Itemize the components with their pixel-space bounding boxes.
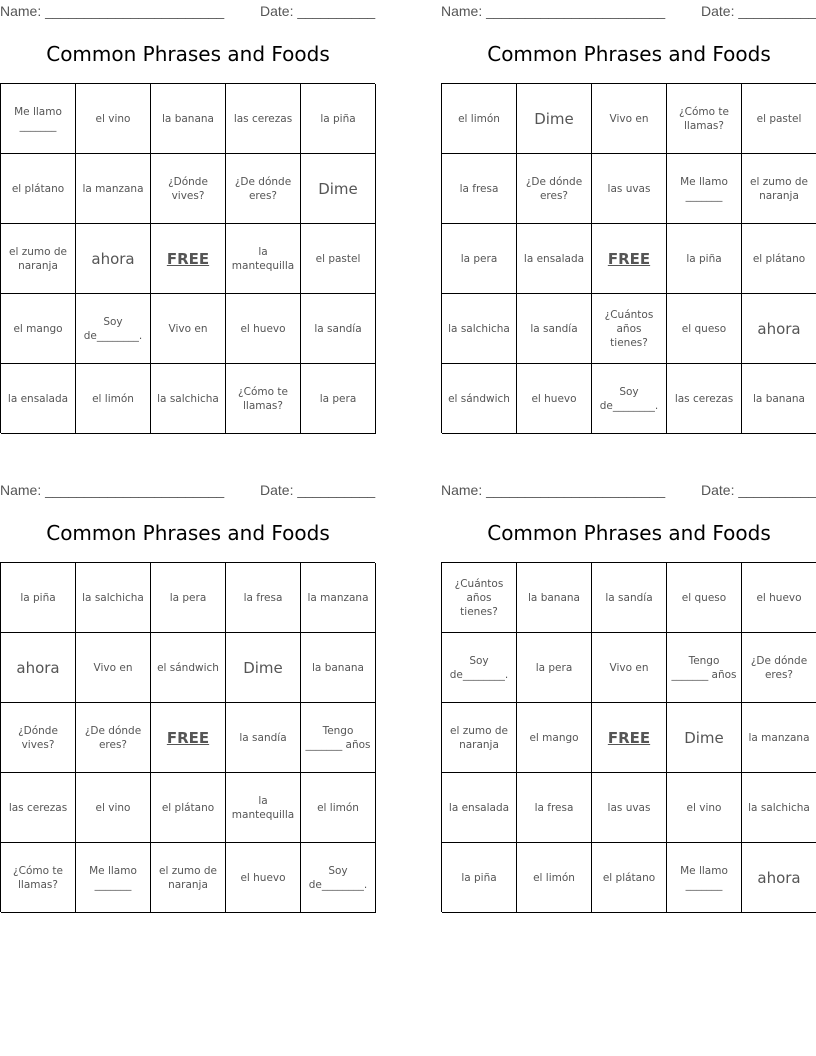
bingo-cell[interactable]: la pera <box>151 563 226 633</box>
bingo-cell[interactable]: la salchicha <box>76 563 151 633</box>
bingo-cell[interactable]: la banana <box>301 633 376 703</box>
card-header <box>0 479 376 499</box>
bingo-cell[interactable]: las cerezas <box>226 84 301 154</box>
bingo-cell[interactable]: Me llamo _______ <box>1 84 76 154</box>
bingo-cell[interactable]: ¿Dónde vives? <box>1 703 76 773</box>
bingo-cell[interactable]: el vino <box>76 773 151 843</box>
name-field[interactable]: Name: _______________________ <box>441 3 666 19</box>
bingo-cell[interactable]: ahora <box>742 294 816 364</box>
bingo-cell[interactable]: la piña <box>442 843 517 913</box>
bingo-cell[interactable]: el huevo <box>742 563 816 633</box>
card-title: Common Phrases and Foods <box>46 521 330 545</box>
bingo-card-4 <box>441 479 816 919</box>
bingo-card-3 <box>0 479 376 919</box>
bingo-cell[interactable]: la salchicha <box>442 294 517 364</box>
date-field[interactable]: Date: __________ <box>260 3 376 19</box>
bingo-card-1 <box>0 0 376 440</box>
bingo-cell[interactable]: el plátano <box>1 154 76 224</box>
bingo-cell[interactable]: la pera <box>442 224 517 294</box>
bingo-cell[interactable]: ¿Cuántos años tienes? <box>592 294 667 364</box>
bingo-cell[interactable]: la ensalada <box>517 224 592 294</box>
bingo-cell[interactable]: la ensalada <box>442 773 517 843</box>
card-header <box>441 0 816 20</box>
bingo-cell[interactable]: Me llamo _______ <box>76 843 151 913</box>
bingo-cell[interactable]: Me llamo _______ <box>667 154 742 224</box>
bingo-cell[interactable]: la sandía <box>226 703 301 773</box>
name-field[interactable]: Name: _______________________ <box>441 482 666 498</box>
bingo-cell[interactable]: el limón <box>517 843 592 913</box>
date-field[interactable]: Date: __________ <box>260 482 376 498</box>
bingo-cell[interactable]: el plátano <box>151 773 226 843</box>
bingo-cell[interactable]: Soy de________. <box>592 364 667 434</box>
bingo-cell[interactable]: ahora <box>742 843 816 913</box>
bingo-cell[interactable]: la salchicha <box>742 773 816 843</box>
bingo-cell[interactable]: Tengo _______ años <box>667 633 742 703</box>
bingo-cell[interactable]: la manzana <box>76 154 151 224</box>
bingo-cell[interactable]: el limón <box>76 364 151 434</box>
bingo-cell[interactable]: el queso <box>667 563 742 633</box>
bingo-cell[interactable]: ¿De dónde eres? <box>76 703 151 773</box>
bingo-cell[interactable]: la sandía <box>592 563 667 633</box>
bingo-cell[interactable]: las cerezas <box>1 773 76 843</box>
bingo-cell[interactable]: el vino <box>667 773 742 843</box>
bingo-cell[interactable]: la fresa <box>226 563 301 633</box>
bingo-cell[interactable]: ¿De dónde eres? <box>742 633 816 703</box>
date-field[interactable]: Date: __________ <box>701 3 816 19</box>
bingo-cell[interactable]: el plátano <box>592 843 667 913</box>
bingo-cell[interactable]: el zumo de naranja <box>742 154 816 224</box>
bingo-cell[interactable]: el huevo <box>517 364 592 434</box>
bingo-cell[interactable]: la banana <box>742 364 816 434</box>
bingo-cell[interactable]: el pastel <box>742 84 816 154</box>
name-field[interactable]: Name: _______________________ <box>0 3 225 19</box>
bingo-cell[interactable]: el sándwich <box>151 633 226 703</box>
bingo-cell[interactable]: el huevo <box>226 294 301 364</box>
free-space[interactable]: FREE <box>151 703 226 773</box>
bingo-cell[interactable]: la piña <box>1 563 76 633</box>
bingo-cell[interactable]: Me llamo _______ <box>667 843 742 913</box>
bingo-cell[interactable]: la fresa <box>442 154 517 224</box>
bingo-cell[interactable]: la piña <box>667 224 742 294</box>
bingo-grid <box>441 562 816 912</box>
free-space[interactable]: FREE <box>151 224 226 294</box>
bingo-cell[interactable]: la mantequilla <box>226 773 301 843</box>
bingo-cell[interactable]: las uvas <box>592 154 667 224</box>
bingo-cell[interactable]: la sandía <box>517 294 592 364</box>
bingo-cell[interactable]: ¿De dónde eres? <box>517 154 592 224</box>
bingo-cell[interactable]: las uvas <box>592 773 667 843</box>
bingo-cell[interactable]: la manzana <box>301 563 376 633</box>
bingo-cell[interactable]: la manzana <box>742 703 816 773</box>
bingo-cell[interactable]: Vivo en <box>592 633 667 703</box>
bingo-cell[interactable]: la sandía <box>301 294 376 364</box>
card-title: Common Phrases and Foods <box>487 42 771 66</box>
card-header <box>0 0 376 20</box>
bingo-cell[interactable]: el huevo <box>226 843 301 913</box>
bingo-cell[interactable]: las cerezas <box>667 364 742 434</box>
bingo-cell[interactable]: la salchicha <box>151 364 226 434</box>
bingo-cell[interactable]: ¿Cómo te llamas? <box>1 843 76 913</box>
bingo-cell[interactable]: Dime <box>667 703 742 773</box>
card-title: Common Phrases and Foods <box>487 521 771 545</box>
bingo-cell[interactable]: ¿Cómo te llamas? <box>226 364 301 434</box>
bingo-cell[interactable]: el queso <box>667 294 742 364</box>
bingo-grid <box>0 562 375 912</box>
bingo-cell[interactable]: Soy de________. <box>301 843 376 913</box>
bingo-cell[interactable]: la pera <box>517 633 592 703</box>
bingo-cell[interactable]: ¿Dónde vives? <box>151 154 226 224</box>
bingo-cell[interactable]: el mango <box>1 294 76 364</box>
bingo-cell[interactable]: el limón <box>442 84 517 154</box>
bingo-cell[interactable]: el sándwich <box>442 364 517 434</box>
bingo-cell[interactable]: el pastel <box>301 224 376 294</box>
bingo-cell[interactable]: la mantequilla <box>226 224 301 294</box>
bingo-cell[interactable]: el limón <box>301 773 376 843</box>
bingo-cell[interactable]: la fresa <box>517 773 592 843</box>
bingo-cell[interactable]: Vivo en <box>592 84 667 154</box>
name-field[interactable]: Name: _______________________ <box>0 482 225 498</box>
bingo-cell[interactable]: Tengo _______ años <box>301 703 376 773</box>
bingo-cell[interactable]: el vino <box>76 84 151 154</box>
bingo-cell[interactable]: el zumo de naranja <box>442 703 517 773</box>
bingo-cell[interactable]: ahora <box>76 224 151 294</box>
bingo-card-2 <box>441 0 816 440</box>
bingo-cell[interactable]: ¿De dónde eres? <box>226 154 301 224</box>
card-header <box>441 479 816 499</box>
bingo-cell[interactable]: ¿Cuántos años tienes? <box>442 563 517 633</box>
free-space[interactable]: FREE <box>592 224 667 294</box>
bingo-cell[interactable]: Vivo en <box>151 294 226 364</box>
bingo-cell[interactable]: el zumo de naranja <box>1 224 76 294</box>
bingo-cell[interactable]: el zumo de naranja <box>151 843 226 913</box>
bingo-cell[interactable]: la piña <box>301 84 376 154</box>
bingo-cell[interactable]: la ensalada <box>1 364 76 434</box>
bingo-cell[interactable]: Vivo en <box>76 633 151 703</box>
bingo-grid <box>441 83 816 433</box>
bingo-cell[interactable]: Dime <box>301 154 376 224</box>
date-field[interactable]: Date: __________ <box>701 482 816 498</box>
bingo-cell[interactable]: la banana <box>151 84 226 154</box>
bingo-cell[interactable]: ¿Cómo te llamas? <box>667 84 742 154</box>
bingo-cell[interactable]: el plátano <box>742 224 816 294</box>
bingo-cell[interactable]: ahora <box>1 633 76 703</box>
bingo-cell[interactable]: Soy de________. <box>76 294 151 364</box>
bingo-cell[interactable]: Soy de________. <box>442 633 517 703</box>
bingo-cell[interactable]: la pera <box>301 364 376 434</box>
bingo-cell[interactable]: Dime <box>226 633 301 703</box>
bingo-cell[interactable]: Dime <box>517 84 592 154</box>
bingo-grid <box>0 83 375 433</box>
card-title: Common Phrases and Foods <box>46 42 330 66</box>
bingo-cell[interactable]: la banana <box>517 563 592 633</box>
free-space[interactable]: FREE <box>592 703 667 773</box>
bingo-cell[interactable]: el mango <box>517 703 592 773</box>
